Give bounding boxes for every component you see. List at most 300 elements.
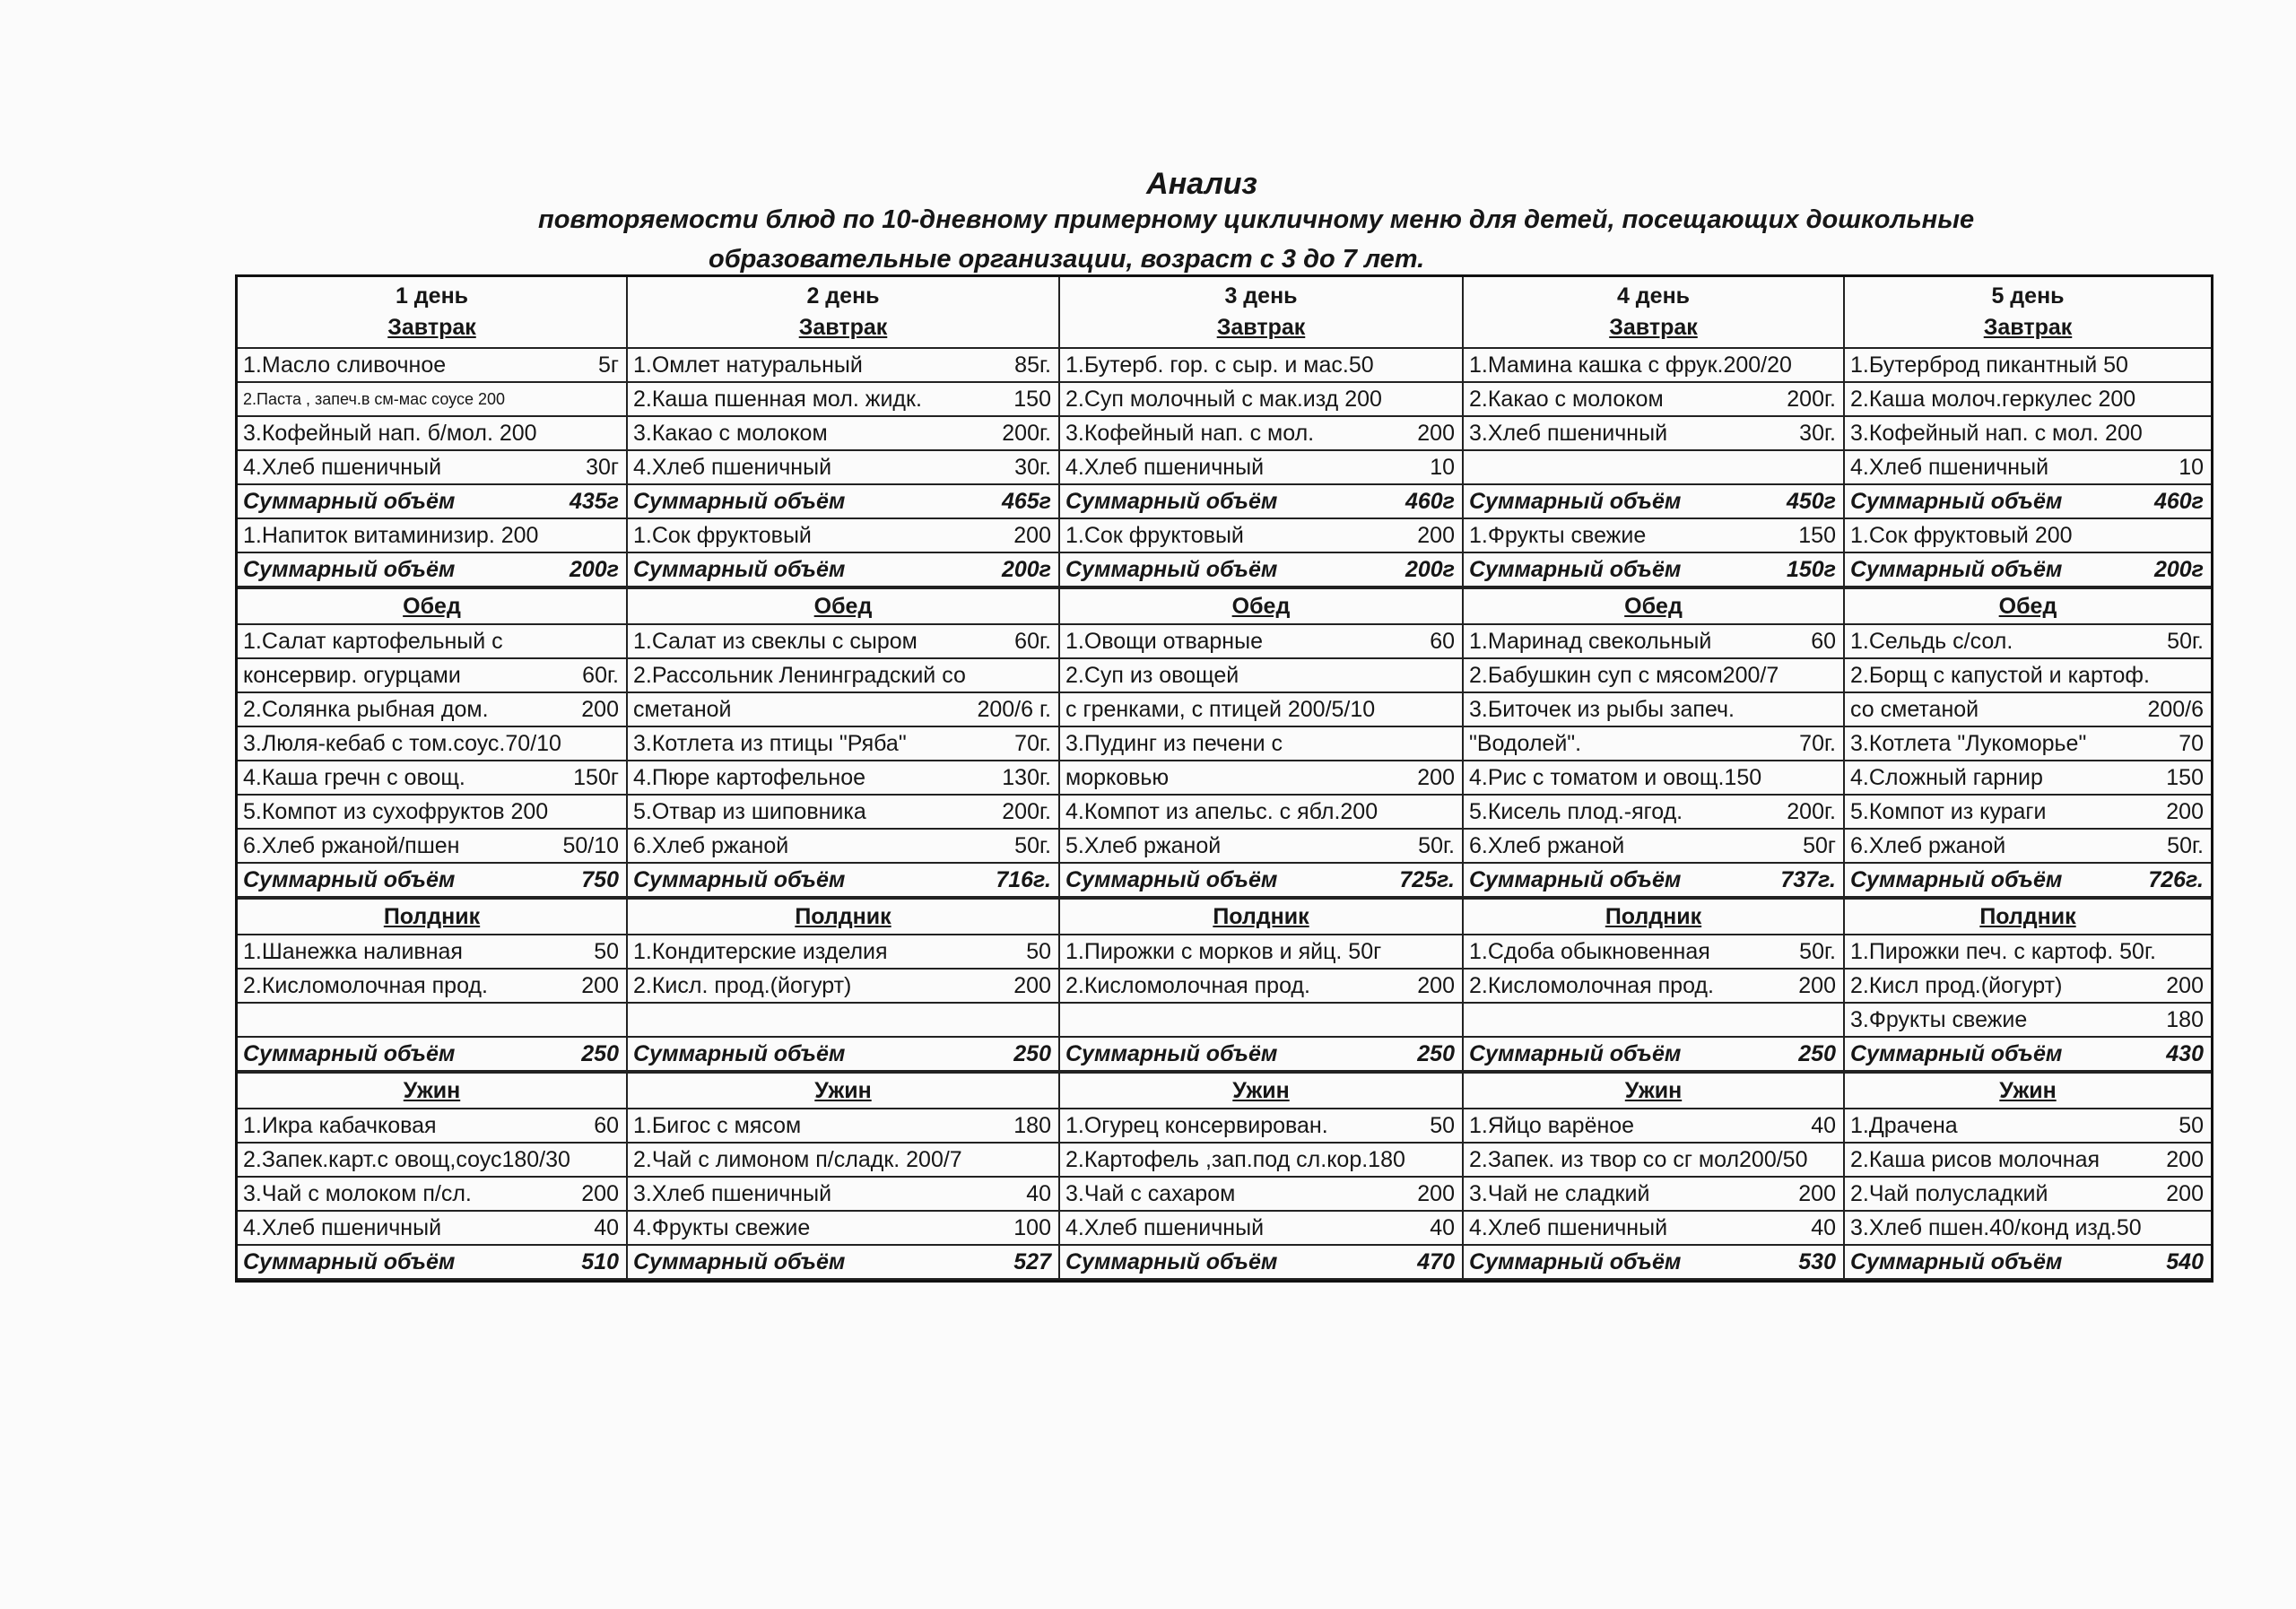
dinner-sum [1060, 1246, 1462, 1280]
item-text: 1.Кондитерские изделия [633, 938, 888, 964]
afternoon-item [1845, 1004, 2211, 1038]
dinner-item [1060, 1212, 1462, 1246]
item-text: морковью [1065, 764, 1170, 790]
lunch-item [1845, 761, 2211, 796]
dinner-item [1464, 1178, 1843, 1212]
item-text: 3.Люля-кебаб с том.соус.70/10 [243, 730, 561, 756]
afternoon-item [238, 935, 626, 970]
item-text: 2.Суп из овощей [1065, 662, 1239, 688]
snack-sum [1060, 553, 1462, 587]
item-text: 1.Огурец консервирован. [1065, 1112, 1328, 1138]
snack-item [238, 519, 626, 553]
sum-value: 430 [2166, 1040, 2204, 1066]
item-text: 3.Фрукты свежие [1850, 1006, 2028, 1032]
item-text: 1.Драчена [1850, 1112, 1958, 1138]
afternoon-item [1464, 970, 1843, 1004]
breakfast-item [1464, 451, 1843, 485]
item-text: консервир. огурцами [243, 662, 461, 688]
dinner-sum [1845, 1246, 2211, 1280]
dinner-item [1845, 1212, 2211, 1246]
dinner-sum [238, 1246, 626, 1280]
sum-label: Суммарный объём [1065, 1248, 1278, 1274]
lunch-item [628, 659, 1058, 693]
item-amount: 50г [1803, 832, 1836, 858]
lunch-item [628, 625, 1058, 659]
item-text: 5.Компот из кураги [1850, 798, 2047, 824]
item-amount: 85г. [1014, 352, 1051, 378]
item-text: 3.Чай не сладкий [1469, 1180, 1650, 1206]
lunch-item [1464, 830, 1843, 864]
sum-value: 250 [1417, 1040, 1455, 1066]
item-amount: 40 [1811, 1112, 1836, 1138]
sum-value: 540 [2166, 1248, 2204, 1274]
lunch-item [1845, 830, 2211, 864]
item-text: 6.Хлеб ржаной [633, 832, 789, 858]
item-text: 6.Хлеб ржаной [1850, 832, 2006, 858]
lunch-item [1464, 727, 1843, 761]
breakfast-item [1845, 451, 2211, 485]
item-amount: 200 [1417, 420, 1455, 446]
item-text: 2.Кисл прод.(йогурт) [1850, 972, 2063, 998]
dinner-item [1060, 1109, 1462, 1144]
day-column [628, 277, 1060, 1280]
item-text: 2.Каша рисов молочная [1850, 1146, 2100, 1172]
item-amount: 50г. [2167, 628, 2204, 654]
item-text: 1.Сок фруктовый [633, 522, 812, 548]
sum-label: Суммарный объём [1469, 488, 1682, 514]
item-text: 1.Сдоба обыкновенная [1469, 938, 1710, 964]
section-breakfast-label: Завтрак [1609, 315, 1698, 340]
breakfast-item [628, 349, 1058, 383]
doc-subtitle-line1: повторяемости блюд по 10-дневному примерному цикличному меню для детей, посещающих дошкольные [538, 205, 1975, 234]
sum-value: 250 [1013, 1040, 1051, 1066]
item-text: 1.Пирожки печ. с картоф. 50г. [1850, 938, 2156, 964]
item-amount: 10 [1430, 454, 1455, 480]
snack-sum [628, 553, 1058, 587]
sum-label: Суммарный объём [633, 1040, 846, 1066]
item-amount: 200 [1013, 972, 1051, 998]
item-amount: 200 [1798, 1180, 1836, 1206]
lunch-item [1060, 830, 1462, 864]
lunch-item [628, 830, 1058, 864]
sum-value: 460г [2153, 488, 2204, 514]
item-amount: 30г. [1799, 420, 1836, 446]
afternoon-item [1060, 935, 1462, 970]
lunch-item [1464, 796, 1843, 830]
breakfast-item [1060, 451, 1462, 485]
breakfast-item [1060, 417, 1462, 451]
item-text: 4.Хлеб пшеничный [633, 454, 832, 480]
item-text: 1.Бутерброд пикантный 50 [1850, 352, 2128, 378]
item-amount: 150 [1013, 386, 1051, 412]
item-text: 2.Какао с молоком [1469, 386, 1664, 412]
item-text: 1.Мамина кашка с фрук.200/20 [1469, 352, 1792, 378]
day-title: 4 день [1616, 283, 1691, 309]
item-text: 3.Хлеб пшеничный [1469, 420, 1668, 446]
sum-value: 716г. [996, 866, 1051, 892]
breakfast-item [1464, 349, 1843, 383]
item-text: 2.Рассольник Ленинградский со [633, 662, 966, 688]
item-text: 3.Хлеб пшен.40/конд изд.50 [1850, 1214, 2142, 1240]
breakfast-item [1060, 383, 1462, 417]
lunch-item [1060, 796, 1462, 830]
section-dinner-label: Ужин [1464, 1072, 1843, 1109]
sum-label: Суммарный объём [1065, 1040, 1278, 1066]
sum-label: Суммарный объём [633, 488, 846, 514]
item-amount: 200 [581, 1180, 619, 1206]
dinner-item [1464, 1144, 1843, 1178]
item-amount: 70 [2179, 730, 2204, 756]
breakfast-item [1845, 349, 2211, 383]
item-text: 1.Икра кабачковая [243, 1112, 437, 1138]
snack-sum [238, 553, 626, 587]
lunch-item [628, 796, 1058, 830]
snack-item [1464, 519, 1843, 553]
item-amount: 200 [1417, 522, 1455, 548]
lunch-item [1464, 693, 1843, 727]
item-amount: 60г. [582, 662, 619, 688]
afternoon-sum [1464, 1038, 1843, 1072]
day-title: 2 день [806, 283, 880, 309]
item-text: 3.Какао с молоком [633, 420, 828, 446]
dinner-item [1464, 1109, 1843, 1144]
lunch-item [238, 659, 626, 693]
item-text: 3.Кофейный нап. б/мол. 200 [243, 420, 537, 446]
item-text: 3.Биточек из рыбы запеч. [1469, 696, 1735, 722]
item-text: со сметаной [1850, 696, 1979, 722]
item-text: 1.Масло сливочное [243, 352, 447, 378]
sum-value: 726г. [2148, 866, 2204, 892]
menu-table [235, 274, 2213, 1283]
item-amount: 40 [1430, 1214, 1455, 1240]
item-text: 4.Хлеб пшеничный [1065, 454, 1265, 480]
day-column [1464, 277, 1845, 1280]
item-amount: 200 [1417, 1180, 1455, 1206]
item-text: 5.Хлеб ржаной [1065, 832, 1222, 858]
doc-title: Анализ [1146, 167, 1257, 201]
dinner-item [628, 1212, 1058, 1246]
item-text: 4.Хлеб пшеничный [1850, 454, 2049, 480]
item-text: 1.Шанежка наливная [243, 938, 463, 964]
breakfast-item [1845, 417, 2211, 451]
sum-label: Суммарный объём [243, 556, 456, 582]
sum-value: 200г [2153, 556, 2204, 582]
breakfast-item [628, 451, 1058, 485]
item-amount: 200 [2166, 972, 2204, 998]
item-text: 2.Каша пшенная мол. жидк. [633, 386, 922, 412]
section-breakfast-label: Завтрак [1216, 315, 1306, 340]
day-column [238, 277, 628, 1280]
sum-value: 450г [1786, 488, 1836, 514]
item-amount: 150 [1798, 522, 1836, 548]
snack-sum [1845, 553, 2211, 587]
item-text: 2.Суп молочный с мак.изд 200 [1065, 386, 1382, 412]
item-text: 3.Котлета из птицы "Ряба" [633, 730, 907, 756]
sum-label: Суммарный объём [1850, 556, 2063, 582]
item-amount: 60 [1430, 628, 1455, 654]
lunch-item [1060, 761, 1462, 796]
breakfast-sum [238, 485, 626, 519]
dinner-item [238, 1212, 626, 1246]
item-amount: 70г. [1799, 730, 1836, 756]
day-title: 1 день [395, 283, 469, 309]
item-amount: 180 [2166, 1006, 2204, 1032]
item-text: с гренками, с птицей 200/5/10 [1065, 696, 1376, 722]
dinner-item [628, 1178, 1058, 1212]
day-header [238, 277, 626, 349]
item-amount: 5г [597, 352, 619, 378]
sum-value: 527 [1013, 1248, 1051, 1274]
afternoon-item [238, 970, 626, 1004]
item-amount: 130г. [1002, 764, 1051, 790]
sum-label: Суммарный объём [243, 1040, 456, 1066]
item-text: 1.Бигос с мясом [633, 1112, 802, 1138]
item-amount: 200 [581, 972, 619, 998]
sum-label: Суммарный объём [1469, 556, 1682, 582]
dinner-item [1464, 1212, 1843, 1246]
item-amount: 30г. [1014, 454, 1051, 480]
day-header [1845, 277, 2211, 349]
afternoon-item [1464, 1004, 1843, 1038]
item-amount: 150г [573, 764, 619, 790]
item-text: 1.Маринад свекольный [1469, 628, 1712, 654]
item-amount: 50 [594, 938, 619, 964]
item-text: 5.Отвар из шиповника [633, 798, 866, 824]
lunch-item [628, 727, 1058, 761]
dinner-item [1845, 1109, 2211, 1144]
breakfast-item [628, 383, 1058, 417]
afternoon-item [1845, 970, 2211, 1004]
section-dinner-label: Ужин [1060, 1072, 1462, 1109]
sum-label: Суммарный объём [633, 1248, 846, 1274]
item-amount: 200г. [1787, 798, 1836, 824]
item-text: 2.Паста , запеч.в см-мас соусе 200 [243, 389, 505, 408]
sum-value: 725г. [1399, 866, 1455, 892]
sum-label: Суммарный объём [1065, 556, 1278, 582]
item-text: 3.Хлеб пшеничный [633, 1180, 832, 1206]
afternoon-item [628, 1004, 1058, 1038]
sum-value: 750 [581, 866, 619, 892]
snack-sum [1464, 553, 1843, 587]
lunch-item [1845, 727, 2211, 761]
breakfast-item [1845, 383, 2211, 417]
lunch-item [1060, 625, 1462, 659]
section-lunch-label: Обед [1060, 587, 1462, 625]
sum-value: 200г [1405, 556, 1455, 582]
lunch-item [1464, 625, 1843, 659]
item-text: 2.Борщ с капустой и картоф. [1850, 662, 2150, 688]
sum-label: Суммарный объём [243, 866, 456, 892]
item-amount: 180 [1013, 1112, 1051, 1138]
sum-value: 435г [569, 488, 619, 514]
item-text: 4.Рис с томатом и овощ.150 [1469, 764, 1762, 790]
item-amount: 150 [2166, 764, 2204, 790]
breakfast-item [1464, 417, 1843, 451]
item-amount: 40 [1026, 1180, 1051, 1206]
item-text: 1.Яйцо варёное [1469, 1112, 1635, 1138]
item-text: 4.Компот из апельс. с ябл.200 [1065, 798, 1378, 824]
sum-label: Суммарный объём [1850, 1040, 2063, 1066]
item-text: "Водолей". [1469, 730, 1582, 756]
lunch-item [1060, 659, 1462, 693]
lunch-sum [238, 864, 626, 898]
section-dinner-label: Ужин [628, 1072, 1058, 1109]
item-text: 6.Хлеб ржаной/пшен [243, 832, 460, 858]
sum-label: Суммарный объём [1065, 866, 1278, 892]
item-text: 1.Сок фруктовый [1065, 522, 1244, 548]
item-amount: 30г [586, 454, 619, 480]
sum-label: Суммарный объём [1850, 1248, 2063, 1274]
item-text: 1.Сок фруктовый 200 [1850, 522, 2073, 548]
item-text: 2.Запек. из твор со сг мол200/50 [1469, 1146, 1808, 1172]
breakfast-item [238, 383, 626, 417]
breakfast-item [1464, 383, 1843, 417]
item-amount: 200 [1798, 972, 1836, 998]
lunch-item [238, 796, 626, 830]
item-text: 1.Овощи отварные [1065, 628, 1263, 654]
sum-label: Суммарный объём [633, 866, 846, 892]
item-text: 2.Запек.карт.с овощ,соус180/30 [243, 1146, 570, 1172]
item-amount: 40 [1811, 1214, 1836, 1240]
dinner-item [1060, 1178, 1462, 1212]
afternoon-item [628, 970, 1058, 1004]
day-header [1060, 277, 1462, 349]
sum-label: Суммарный объём [1469, 1040, 1682, 1066]
item-text: 5.Кисель плод.-ягод. [1469, 798, 1683, 824]
day-column [1845, 277, 2211, 1280]
section-breakfast-label: Завтрак [1983, 315, 2073, 340]
lunch-item [1845, 625, 2211, 659]
afternoon-item [1060, 1004, 1462, 1038]
afternoon-item [628, 935, 1058, 970]
item-text: 1.Омлет натуральный [633, 352, 863, 378]
item-amount: 50г. [1014, 832, 1051, 858]
item-text: 2.Каша молоч.геркулес 200 [1850, 386, 2136, 412]
section-lunch-label: Обед [238, 587, 626, 625]
item-amount: 70г. [1014, 730, 1051, 756]
item-text: 4.Пюре картофельное [633, 764, 866, 790]
item-text: 2.Кисломолочная прод. [243, 972, 488, 998]
dinner-item [238, 1144, 626, 1178]
snack-item [1060, 519, 1462, 553]
breakfast-item [238, 417, 626, 451]
item-text: 3.Кофейный нап. с мол. 200 [1850, 420, 2143, 446]
lunch-sum [1060, 864, 1462, 898]
dinner-sum [1464, 1246, 1843, 1280]
item-amount: 200 [1417, 972, 1455, 998]
day-title: 3 день [1224, 283, 1298, 309]
lunch-item [628, 761, 1058, 796]
item-amount: 50г. [1799, 938, 1836, 964]
afternoon-item [1464, 935, 1843, 970]
dinner-item [628, 1109, 1058, 1144]
item-text: 2.Солянка рыбная дом. [243, 696, 489, 722]
item-text: 2.Кисл. прод.(йогурт) [633, 972, 852, 998]
lunch-item [1060, 727, 1462, 761]
item-amount: 50г. [1418, 832, 1455, 858]
breakfast-item [238, 349, 626, 383]
item-text: 1.Сельдь с/сол. [1850, 628, 2013, 654]
afternoon-sum [1845, 1038, 2211, 1072]
item-text: 2.Чай полусладкий [1850, 1180, 2048, 1206]
item-amount: 200 [1013, 522, 1051, 548]
section-breakfast-label: Завтрак [387, 315, 476, 340]
sum-label: Суммарный объём [1469, 866, 1682, 892]
afternoon-item [238, 1004, 626, 1038]
snack-item [628, 519, 1058, 553]
section-lunch-label: Обед [628, 587, 1058, 625]
item-text: 4.Сложный гарнир [1850, 764, 2043, 790]
item-text: 1.Напиток витаминизир. 200 [243, 522, 539, 548]
item-text: 3.Чай с сахаром [1065, 1180, 1236, 1206]
item-amount: 50/10 [562, 832, 619, 858]
lunch-item [1464, 659, 1843, 693]
item-text: 3.Пудинг из печени с [1065, 730, 1283, 756]
sum-value: 737г. [1780, 866, 1836, 892]
sum-value: 510 [581, 1248, 619, 1274]
item-amount: 50 [2179, 1112, 2204, 1138]
item-text: 3.Котлета "Лукоморье" [1850, 730, 2087, 756]
section-lunch-label: Обед [1464, 587, 1843, 625]
sum-value: 530 [1798, 1248, 1836, 1274]
section-afternoon-label: Полдник [1845, 898, 2211, 935]
sum-value: 200г [1001, 556, 1051, 582]
item-text: 2.Картофель ,зап.под сл.кор.180 [1065, 1146, 1405, 1172]
item-text: 1.Пирожки с морков и яйц. 50г [1065, 938, 1382, 964]
sum-label: Суммарный объём [243, 1248, 456, 1274]
sum-value: 200г [569, 556, 619, 582]
section-dinner-label: Ужин [238, 1072, 626, 1109]
item-text: 1.Салат картофельный с [243, 628, 503, 654]
item-text: 6.Хлеб ржаной [1469, 832, 1625, 858]
day-header [628, 277, 1058, 349]
breakfast-item [238, 451, 626, 485]
lunch-item [238, 761, 626, 796]
item-text: 3.Чай с молоком п/сл. [243, 1180, 472, 1206]
item-amount: 50 [1430, 1112, 1455, 1138]
sum-label: Суммарный объём [243, 488, 456, 514]
sum-label: Суммарный объём [633, 556, 846, 582]
breakfast-sum [1464, 485, 1843, 519]
lunch-item [238, 830, 626, 864]
item-text: 2.Кисломолочная прод. [1065, 972, 1310, 998]
item-amount: 60 [594, 1112, 619, 1138]
sum-value: 250 [581, 1040, 619, 1066]
sum-value: 460г [1405, 488, 1455, 514]
afternoon-sum [1060, 1038, 1462, 1072]
lunch-sum [1845, 864, 2211, 898]
sum-value: 150г [1786, 556, 1836, 582]
lunch-item [1845, 693, 2211, 727]
sum-label: Суммарный объём [1065, 488, 1278, 514]
sum-value: 250 [1798, 1040, 1836, 1066]
item-amount: 50г. [2167, 832, 2204, 858]
item-amount: 60г. [1014, 628, 1051, 654]
item-amount: 200 [2166, 1180, 2204, 1206]
item-amount: 60 [1811, 628, 1836, 654]
lunch-item [238, 693, 626, 727]
item-amount: 200 [2166, 798, 2204, 824]
lunch-item [238, 625, 626, 659]
breakfast-sum [1845, 485, 2211, 519]
lunch-item [1845, 659, 2211, 693]
item-amount: 50 [1026, 938, 1051, 964]
section-breakfast-label: Завтрак [798, 315, 888, 340]
lunch-item [628, 693, 1058, 727]
item-text: 4.Хлеб пшеничный [1469, 1214, 1668, 1240]
section-afternoon-label: Полдник [1464, 898, 1843, 935]
dinner-sum [628, 1246, 1058, 1280]
